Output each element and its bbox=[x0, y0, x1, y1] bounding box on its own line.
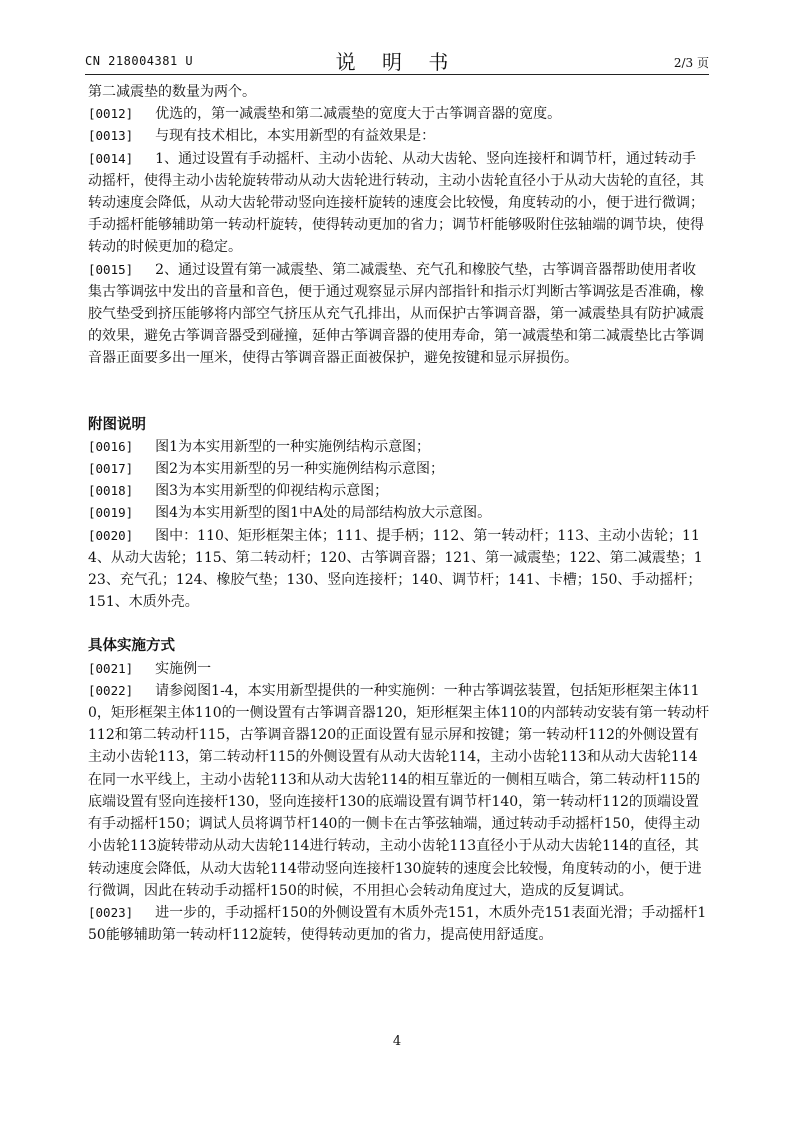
paragraph-number: [0012] bbox=[88, 106, 134, 122]
paragraph-0022 bbox=[88, 680, 710, 902]
paragraph-0016 bbox=[88, 436, 710, 458]
section-heading-embodiment: 具体实施方式 bbox=[88, 638, 175, 655]
paragraph-number: [0016] bbox=[88, 438, 134, 454]
paragraph-number: [0019] bbox=[88, 505, 134, 521]
paragraph-group-b bbox=[88, 436, 710, 614]
intro-line: 第二减震垫的数量为两个。 bbox=[88, 84, 256, 100]
paragraph-text: 图中：110、矩形框架主体；111、提手柄；112、第一转动杆；113、主动小齿轮；114、从动大齿轮；115、第二转动杆；120、古筝调音器；121、第一减震垫；122、第二减震垫；123、充气孔；124、橡胶气垫；130、竖向连接杆；140、调节杆；141、卡槽；150、手动摇杆；151、木质外壳。 bbox=[88, 527, 703, 611]
paragraph-text: 图3为本实用新型的仰视结构示意图； bbox=[155, 483, 389, 500]
paragraph-0013 bbox=[88, 125, 710, 147]
paragraph-0019 bbox=[88, 502, 710, 524]
paragraph-text: 与现有技术相比，本实用新型的有益效果是： bbox=[155, 128, 436, 145]
paragraph-text: 图2为本实用新型的另一种实施例结构示意图； bbox=[155, 461, 445, 478]
paragraph-text: 优选的，第一减震垫和第二减震垫的宽度大于古筝调音器的宽度。 bbox=[155, 106, 562, 123]
paragraph-number: [0022] bbox=[88, 682, 134, 698]
page-info: 2/3 页 bbox=[673, 56, 709, 70]
paragraph-0021 bbox=[88, 658, 710, 680]
paragraph-number: [0013] bbox=[88, 128, 134, 144]
section-heading-figures: 附图说明 bbox=[88, 416, 146, 433]
paragraph-number: [0015] bbox=[88, 261, 134, 277]
paragraph-text: 图4为本实用新型的图1中A处的局部结构放大示意图。 bbox=[155, 505, 492, 522]
paragraph-text: 2、通过设置有第一减震垫、第二减震垫、充气孔和橡胶气垫，古筝调音器帮助使用者收集古筝调弦中发出的音量和音色，便于通过观察显示屏内部指针和指示灯判断古筝调弦是否准确，橡胶气垫受到挤压能够将内部空气挤压从充气孔排出，从而保护古筝调音器，第一减震垫具有防护减震的效果，避免古筝调音器受到碰撞，延伸古筝调音器的使用寿命，第一减震垫和第二减震垫比古筝调音器正面要多出一厘米，使得古筝调音器正面被保护，避免按键和显示屏损伤。 bbox=[88, 261, 704, 367]
document-title: 说 明 书 bbox=[335, 50, 459, 74]
paragraph-number: [0014] bbox=[88, 150, 134, 166]
paragraph-group-a bbox=[88, 103, 710, 369]
document-body bbox=[88, 81, 710, 946]
paragraph-number: [0017] bbox=[88, 461, 134, 477]
paragraph-0023 bbox=[88, 902, 710, 946]
paragraph-number: [0021] bbox=[88, 660, 134, 676]
paragraph-0012 bbox=[88, 103, 710, 125]
page-header bbox=[85, 46, 709, 72]
header-divider bbox=[85, 74, 709, 75]
paragraph-text: 图1为本实用新型的一种实施例结构示意图； bbox=[155, 438, 431, 455]
paragraph-number: [0023] bbox=[88, 904, 134, 920]
page-number: 4 bbox=[392, 1034, 402, 1049]
paragraph-group-c bbox=[88, 658, 710, 947]
paragraph-text: 进一步的，手动摇杆150的外侧设置有木质外壳151，木质外壳151表面光滑；手动摇杆150能够辅助第一转动杆112旋转，使得转动更加的省力，提高使用舒适度。 bbox=[88, 904, 707, 944]
paragraph-text: 1、通过设置有手动摇杆、主动小齿轮、从动大齿轮、竖向连接杆和调节杆，通过转动手动摇杆，使得主动小齿轮旋转带动从动大齿轮进行转动，主动小齿轮直径小于从动大齿轮的直径，其转动速度会降低，从动大齿轮带动竖向连接杆旋转的速度会比较慢，角度转动的小，便于进行微调；手动摇杆能够辅助第一转动杆旋转，使得转动更加的省力；调节杆能够吸附住弦轴端的调节块，使得转动的时候更加的稳定。 bbox=[88, 150, 704, 256]
paragraph-number: [0020] bbox=[88, 527, 134, 543]
paragraph-0020 bbox=[88, 525, 710, 614]
paragraph-0015 bbox=[88, 259, 710, 370]
paragraph-0014 bbox=[88, 148, 710, 259]
paragraph-0017 bbox=[88, 458, 710, 480]
paragraph-text: 请参阅图1-4，本实用新型提供的一种实施例：一种古筝调弦装置，包括矩形框架主体110，矩形框架主体110的一侧设置有古筝调音器120，矩形框架主体110的内部转动安装有第一转动杆112和第二转动杆115，古筝调音器120的正面设置有显示屏和按键；第一转动杆112的外侧设置有主动小齿轮113，第二转动杆115的外侧设置有从动大齿轮114，主动小齿轮113和从动大齿轮114在同一水平线上，主动小齿轮113和从动大齿轮114的相互靠近的一侧相互啮合，第二转动杆115的底端设置有竖向连接杆130，竖向连接杆130的底端设置有调节杆140，第一转动杆112的顶端设置有手动摇杆150；调试人员将调节杆140的一侧卡在古筝弦轴端，通过转动手动摇杆150，使得主动小齿轮113旋转带动从动大齿轮114进行转动，主动小齿轮113直径小于从动大齿轮114的直径，其转动速度会降低，从动大齿轮114带动竖向连接杆130旋转的速度会比较慢，角度转动的小，便于进行微调，因此在转动手动摇杆150的时候，不用担心会转动角度过大，造成的反复调试。 bbox=[88, 682, 710, 899]
publication-number: CN 218004381 U bbox=[85, 54, 194, 68]
paragraph-0018 bbox=[88, 480, 710, 502]
paragraph-number: [0018] bbox=[88, 483, 134, 499]
paragraph-text: 实施例一 bbox=[155, 660, 212, 677]
